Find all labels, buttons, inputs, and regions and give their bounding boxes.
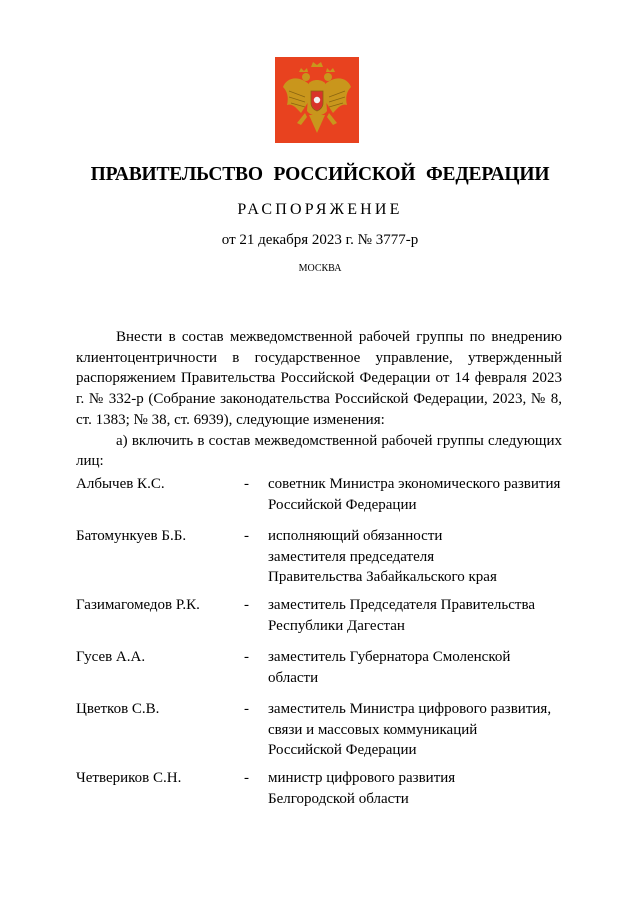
order-body	[76, 327, 562, 472]
member-dash: -	[244, 476, 249, 492]
order-paragraph: Внести в состав межведомственной рабочей группы по внедрению клиентоцентричности в государственное управление, утвержденный распоряжением Правительства Российской Федерации от 14 февраля 2023 г. № 332-р (Собрание законодательства Российской Федерации, 2023, № 8, ст. 1383; № 38, ст. 6939), следующие изменения:	[76, 329, 562, 428]
document-city: МОСКВА	[298, 263, 342, 274]
member-dash: -	[244, 649, 249, 665]
government-title: ПРАВИТЕЛЬСТВО РОССИЙСКОЙ ФЕДЕРАЦИИ	[90, 164, 550, 185]
member-position: исполняющий обязанности заместителя председателя Правительства Забайкальского края	[268, 528, 497, 586]
coat-of-arms-icon	[275, 57, 359, 143]
member-name: Цветков С.В.	[76, 701, 160, 717]
member-position: заместитель Министра цифрового развития, связи и массовых коммуникаций Российской Федерации	[268, 701, 552, 759]
order-paragraph: а) включить в состав межведомственной рабочей группы следующих лиц:	[76, 432, 562, 470]
member-dash: -	[244, 528, 249, 544]
member-position: министр цифрового развития Белгородской области	[268, 770, 456, 807]
member-name: Албычев К.С.	[76, 476, 165, 492]
document-type: РАСПОРЯЖЕНИЕ	[237, 201, 403, 218]
member-name: Газимагомедов Р.К.	[76, 597, 200, 613]
member-dash: -	[244, 770, 249, 786]
member-name: Батомункуев Б.Б.	[76, 528, 187, 544]
member-dash: -	[244, 701, 249, 717]
member-name: Четвериков С.Н.	[76, 770, 182, 786]
member-position: заместитель Губернатора Смоленской области	[268, 649, 511, 686]
member-position: советник Министра экономического развития Российской Федерации	[268, 476, 561, 513]
member-name: Гусев А.А.	[76, 649, 146, 665]
document-date-number: от 21 декабря 2023 г. № 3777-р	[221, 232, 419, 248]
member-dash: -	[244, 597, 249, 613]
member-position: заместитель Председателя Правительства Республики Дагестан	[268, 597, 536, 634]
